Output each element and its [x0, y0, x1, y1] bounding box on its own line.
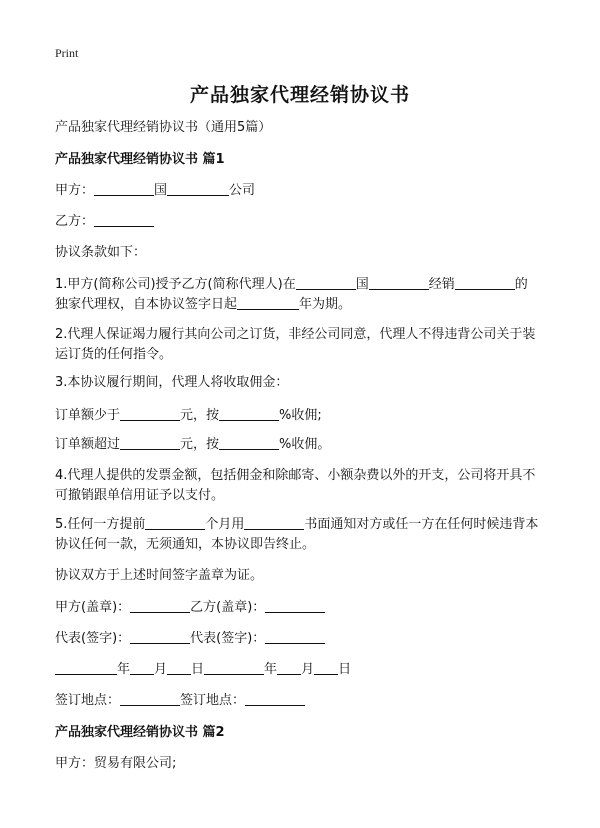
clause-1-text: 的 — [514, 277, 528, 292]
commission-high-text: 订单额超过 — [55, 437, 121, 452]
month-label: 月 — [154, 662, 168, 677]
clause-4: 4.代理人提供的发票金额，包括佣金和除邮寄、小额杂费以外的开支，公司将开具不可撤销跟单信用证予以支付。 — [55, 468, 536, 503]
clause-3: 3.本协议履行期间，代理人将收取佣金： — [55, 375, 289, 390]
clause-1 — [55, 275, 547, 315]
clause-5-text: 5.任何一方提前 — [55, 517, 146, 532]
month-label: 月 — [301, 662, 315, 677]
day-label: 日 — [338, 662, 352, 677]
party-a-country-label: 国 — [154, 183, 168, 198]
party-b-seal-label: 乙方(盖章)： — [190, 600, 266, 615]
blank-field — [219, 435, 279, 450]
blank-field — [265, 629, 325, 644]
print-link[interactable]: Print — [55, 46, 79, 60]
representative-line — [55, 628, 550, 650]
party-a-rep-label: 代表(签字)： — [55, 631, 131, 646]
blank-field — [204, 660, 264, 675]
party-a-company-label: 公司 — [229, 183, 256, 198]
blank-field — [237, 295, 299, 310]
blank-field — [130, 660, 154, 675]
signing-place-label: 签订地点： — [180, 693, 246, 708]
terms-intro: 协议条款如下： — [55, 245, 147, 260]
blank-field — [244, 515, 304, 530]
section2-heading: 产品独家代理经销协议书 篇2 — [55, 725, 225, 740]
party-b-label: 乙方： — [55, 214, 95, 229]
document-title: 产品独家代理经销协议书 — [189, 84, 410, 106]
party-a-label: 甲方： — [55, 183, 95, 198]
party-a-seal-label: 甲方(盖章)： — [55, 600, 131, 615]
blank-field — [120, 691, 180, 706]
blank-field — [455, 275, 515, 290]
clause-1-text: 年为期。 — [299, 297, 352, 312]
year-label: 年 — [264, 662, 278, 677]
commission-low-text: 订单额少于 — [55, 408, 121, 423]
blank-field — [369, 275, 429, 290]
section2-party-a: 甲方：贸易有限公司; — [55, 756, 177, 771]
commission-high-line — [55, 434, 550, 456]
blank-field — [120, 406, 180, 421]
commission-low-text: 元，按 — [180, 408, 220, 423]
blank-field — [314, 660, 338, 675]
blank-field — [167, 181, 229, 196]
seal-line — [55, 597, 550, 619]
party-a-line — [55, 180, 550, 202]
blank-field — [277, 660, 301, 675]
clause-5-text: 个月用 — [205, 517, 245, 532]
clause-5-text: 书面通知对方或任一方在任何时候违背本协议任何一款，无须通知，本协议即告终止。 — [55, 517, 539, 552]
blank-field — [130, 629, 190, 644]
clause-1-text: 独家代理权，自本协议签字日起 — [55, 297, 238, 312]
commission-high-text: 元，按 — [180, 437, 220, 452]
blank-field — [167, 660, 191, 675]
commission-high-text: %收佣。 — [279, 437, 331, 452]
blank-field — [245, 691, 305, 706]
blank-field — [94, 212, 154, 227]
blank-field — [94, 181, 154, 196]
subtitle: 产品独家代理经销协议书（通用5篇） — [55, 120, 272, 135]
blank-field — [145, 515, 205, 530]
clause-1-text: 1.甲方(简称公司)授予乙方(简称代理人)在 — [55, 277, 296, 292]
blank-field — [130, 598, 190, 613]
date-line — [55, 659, 550, 681]
blank-field — [219, 406, 279, 421]
commission-low-text: %收佣; — [279, 408, 322, 423]
blank-field — [120, 435, 180, 450]
blank-field — [265, 598, 325, 613]
section1-heading: 产品独家代理经销协议书 篇1 — [55, 152, 225, 167]
clause-1-text: 经销 — [428, 277, 455, 292]
day-label: 日 — [191, 662, 205, 677]
clause-1-text: 国 — [355, 277, 369, 292]
blank-field — [55, 660, 117, 675]
clause-2: 2.代理人保证竭力履行其向公司之订货，非经公司同意，代理人不得违背公司关于装运订货的任何指令。 — [55, 327, 536, 362]
clause-5 — [55, 515, 547, 555]
blank-field — [296, 275, 356, 290]
party-b-rep-label: 代表(签字)： — [190, 631, 266, 646]
signing-place-label: 签订地点： — [55, 693, 121, 708]
signing-place-line — [55, 690, 550, 712]
commission-low-line — [55, 405, 550, 427]
year-label: 年 — [117, 662, 131, 677]
witness-statement: 协议双方于上述时间签字盖章为证。 — [55, 568, 264, 583]
party-b-line — [55, 211, 550, 233]
